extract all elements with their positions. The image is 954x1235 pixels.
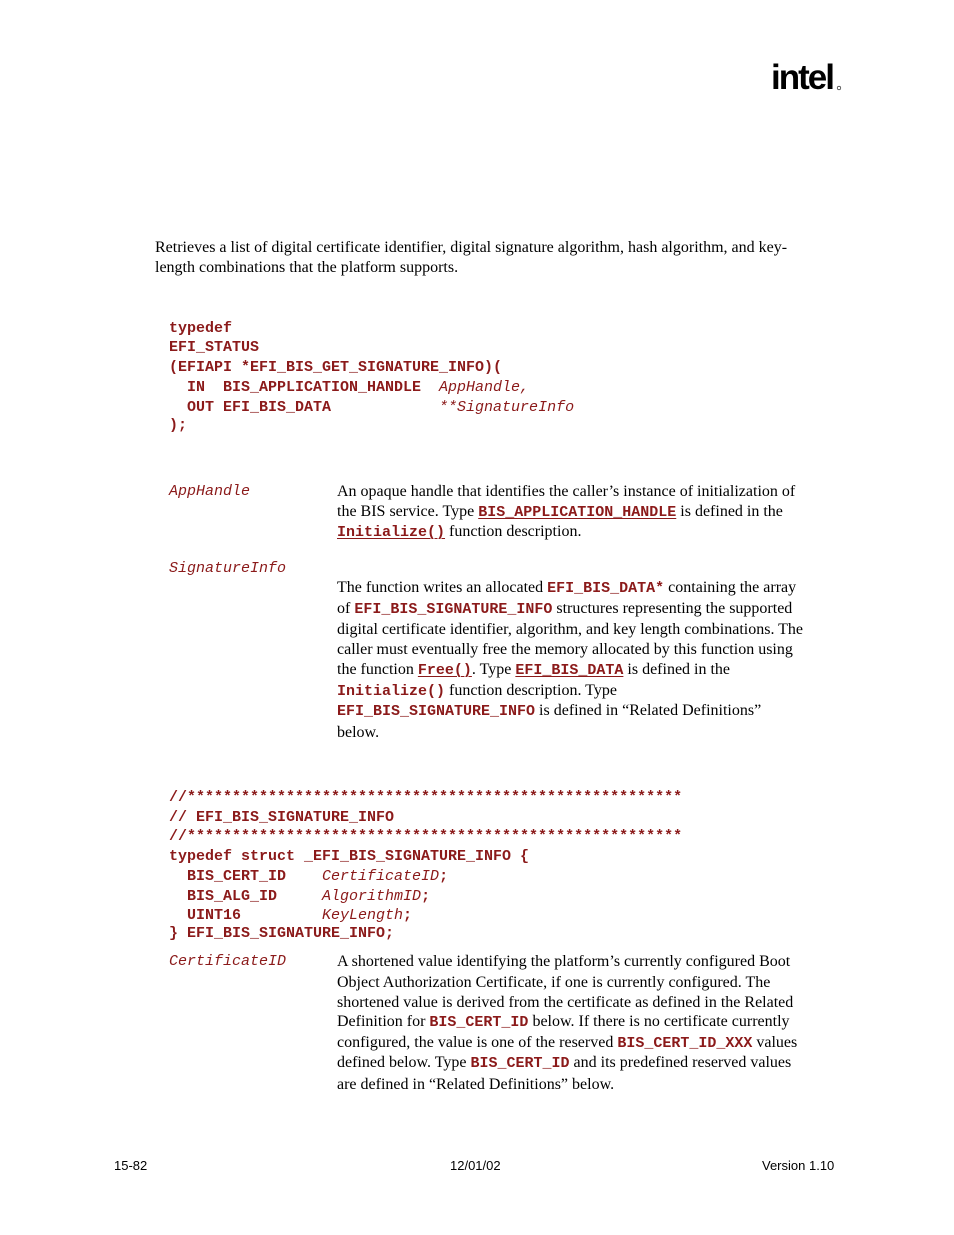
footer-date: 12/01/02	[450, 1158, 501, 1173]
certid-desc-line-1: A shortened value identifying the platform’s currently configured Boot	[337, 953, 791, 970]
code-bis-cert-id-2: BIS_CERT_ID	[470, 1055, 570, 1072]
field-type-uint16: UINT16	[169, 907, 323, 924]
apphandle-text-c: function description.	[445, 523, 582, 540]
struct-comment-line-3: //*******************************************************	[169, 828, 683, 845]
signatureinfo-text-1b: containing the array	[664, 579, 797, 596]
certid-desc-line-7: are defined in “Related Definitions” below.	[337, 1076, 615, 1093]
prototype-out-name: **SignatureInfo	[439, 399, 575, 416]
code-bis-cert-id-xxx: BIS_CERT_ID_XXX	[617, 1035, 753, 1052]
certid-text-4a: Definition for	[337, 1013, 430, 1030]
struct-field-key-length	[169, 905, 412, 926]
link-bis-application-handle[interactable]: BIS_APPLICATION_HANDLE	[478, 504, 677, 521]
prototype-in-type: IN BIS_APPLICATION_HANDLE	[169, 379, 440, 396]
signatureinfo-desc-line-8: below.	[337, 724, 380, 741]
code-efi-bis-signature-info-2: EFI_BIS_SIGNATURE_INFO	[337, 703, 536, 720]
prototype-line-typedef: typedef	[169, 320, 233, 337]
certid-text-6a: defined below. Type	[337, 1054, 471, 1071]
field-semicolon: ;	[421, 888, 431, 905]
field-semicolon: ;	[403, 907, 413, 924]
struct-comment-line-1: //*******************************************************	[169, 789, 683, 806]
signatureinfo-desc-line-5	[337, 660, 730, 681]
certid-desc-line-5	[337, 1033, 797, 1054]
prototype-line-in-param	[169, 377, 529, 398]
code-bis-cert-id: BIS_CERT_ID	[429, 1014, 529, 1031]
certid-text-5b: values	[752, 1034, 798, 1051]
signatureinfo-text-5c: is defined in the	[623, 661, 731, 678]
signatureinfo-text-2a: of	[337, 600, 355, 617]
link-initialize[interactable]: Initialize()	[337, 524, 446, 541]
struct-field-certificate-id	[169, 866, 448, 887]
signatureinfo-text-2b: structures representing the supported	[552, 600, 793, 617]
apphandle-desc-line-2	[337, 502, 783, 523]
code-initialize: Initialize()	[337, 683, 446, 700]
link-efi-bis-data[interactable]: EFI_BIS_DATA	[515, 662, 624, 679]
signatureinfo-text-5a: the function	[337, 661, 418, 678]
certid-text-5a: configured, the value is one of the reserved	[337, 1034, 618, 1051]
intel-logo-text: intel	[771, 58, 833, 97]
signatureinfo-desc-line-7	[337, 701, 761, 722]
prototype-line-out-param	[169, 397, 574, 418]
struct-typedef-line: typedef struct _EFI_BIS_SIGNATURE_INFO {	[169, 848, 530, 865]
signatureinfo-desc-line-2	[337, 599, 792, 620]
signatureinfo-desc-line-6	[337, 681, 617, 702]
param-name-certificateid: CertificateID	[169, 953, 287, 970]
signatureinfo-text-5b: . Type	[471, 661, 516, 678]
field-type-bis-cert-id: BIS_CERT_ID	[169, 868, 323, 885]
code-efi-bis-signature-info: EFI_BIS_SIGNATURE_INFO	[354, 601, 553, 618]
link-free[interactable]: Free()	[417, 662, 472, 679]
prototype-in-name: AppHandle,	[439, 379, 530, 396]
description-line-1: Retrieves a list of digital certificate identifier, digital signature algorithm, hash algorithm, and key-	[155, 239, 788, 256]
field-name-certificate-id: CertificateID	[322, 868, 440, 885]
struct-field-algorithm-id	[169, 886, 430, 907]
certid-desc-line-6	[337, 1053, 791, 1074]
certid-desc-line-2: Object Authorization Certificate, if one is currently configured. The	[337, 974, 771, 991]
signatureinfo-desc-line-3: digital certificate identifier, algorithm, and key length combinations. The	[337, 621, 804, 638]
prototype-line-close: );	[169, 417, 188, 434]
signatureinfo-text-7b: is defined in “Related Definitions”	[535, 702, 762, 719]
code-efi-bis-data-ptr: EFI_BIS_DATA*	[547, 580, 665, 597]
field-name-key-length: KeyLength	[322, 907, 404, 924]
param-name-apphandle: AppHandle	[169, 483, 251, 500]
footer-version: Version 1.10	[762, 1158, 835, 1173]
certid-desc-line-4	[337, 1012, 790, 1033]
prototype-line-status: EFI_STATUS	[169, 339, 260, 356]
footer-page-number: 15-82	[114, 1158, 148, 1173]
prototype-line-function: (EFIAPI *EFI_BIS_GET_SIGNATURE_INFO)(	[169, 359, 503, 376]
prototype-out-type: OUT EFI_BIS_DATA	[169, 399, 440, 416]
signatureinfo-desc-line-4: caller must eventually free the memory allocated by this function using	[337, 641, 793, 658]
description-line-2: length combinations that the platform supports.	[155, 259, 459, 276]
certid-desc-line-3: shortened value is derived from the certificate as defined in the Related	[337, 994, 794, 1011]
field-type-bis-alg-id: BIS_ALG_ID	[169, 888, 323, 905]
intel-logo	[770, 56, 844, 102]
signatureinfo-desc-line-1	[337, 578, 796, 599]
certid-text-4b: below. If there is no certificate currently	[528, 1013, 790, 1030]
field-name-algorithm-id: AlgorithmID	[322, 888, 422, 905]
struct-end-line: } EFI_BIS_SIGNATURE_INFO;	[169, 925, 395, 942]
param-name-signatureinfo: SignatureInfo	[169, 560, 287, 577]
apphandle-text-b: is defined in the	[676, 503, 783, 520]
intel-logo-graphic	[770, 56, 844, 102]
signatureinfo-text-1a: The function writes an allocated	[337, 579, 548, 596]
signatureinfo-text-6b: function description. Type	[445, 682, 617, 699]
certid-text-6b: and its predefined reserved values	[569, 1054, 792, 1071]
apphandle-desc-line-1: An opaque handle that identifies the caller’s instance of initialization of	[337, 483, 796, 500]
apphandle-desc-line-3	[337, 522, 581, 543]
struct-comment-line-2: // EFI_BIS_SIGNATURE_INFO	[169, 809, 395, 826]
field-semicolon: ;	[439, 868, 449, 885]
apphandle-text-a: the BIS service. Type	[337, 503, 479, 520]
